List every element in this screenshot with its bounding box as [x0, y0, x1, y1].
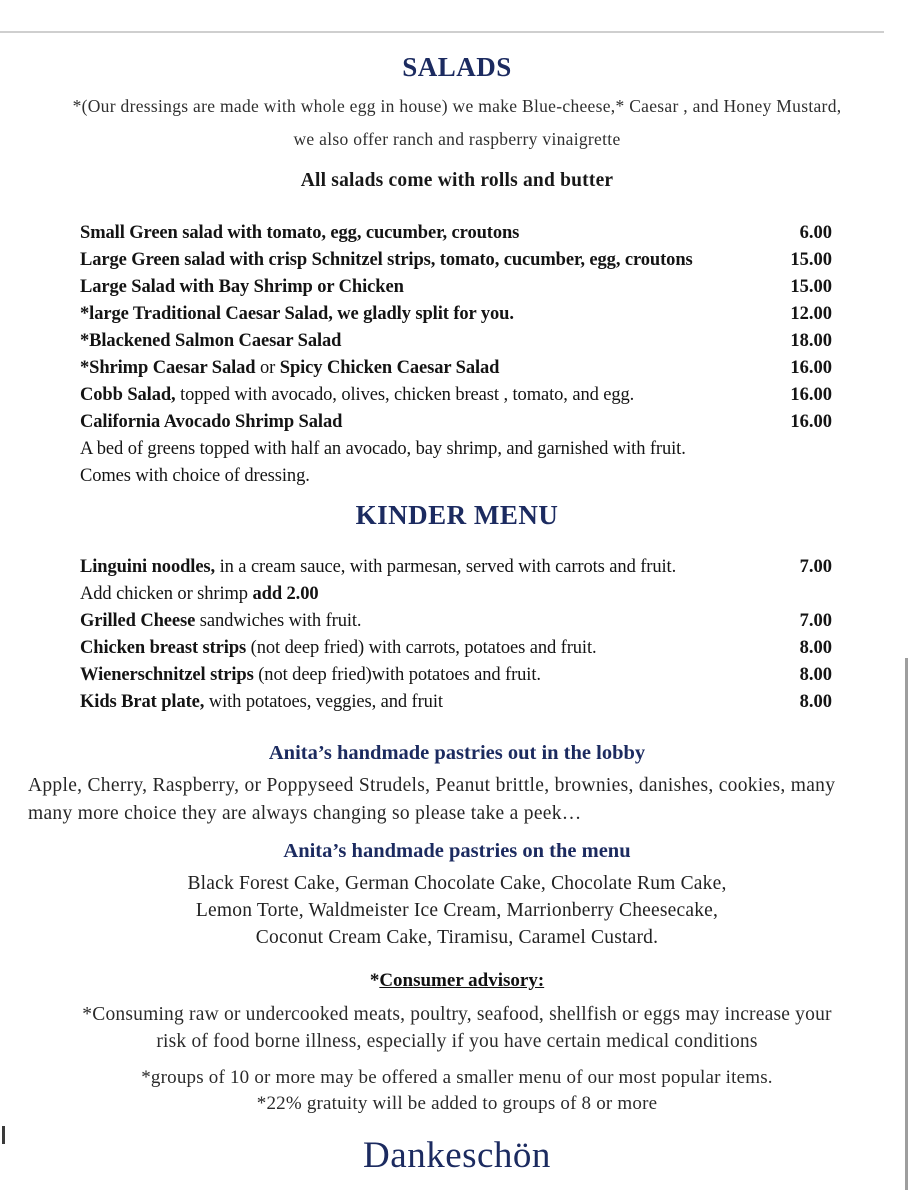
thank-you-text: Dankeschön	[363, 1135, 551, 1176]
pastries-menu-line-2: Lemon Torte, Waldmeister Ice Cream, Marrionberry Cheesecake,	[195, 900, 719, 921]
pastries-menu-heading: Anita’s handmade pastries on the menu	[283, 840, 631, 862]
pastries-menu-list	[0, 870, 914, 951]
pastries-lobby-line-1: Apple, Cherry, Raspberry, or Poppyseed Strudels, Peanut brittle, brownies, danishes, cookies, many	[28, 775, 836, 796]
menu-item-row	[80, 355, 832, 382]
menu-item-row	[80, 608, 832, 635]
menu-item-price: 12.00	[790, 304, 832, 324]
top-rule-divider	[0, 31, 884, 33]
menu-item-row	[80, 328, 832, 355]
menu-item-price: 16.00	[790, 358, 832, 378]
menu-item-price: 7.00	[799, 557, 832, 577]
menu-item-text: Wienerschnitzel strips (not deep fried)with potatoes and fruit.	[80, 665, 541, 685]
menu-item-row	[80, 662, 832, 689]
advisory-line-2: risk of food borne illness, especially if you have certain medical conditions	[156, 1031, 758, 1052]
pastries-lobby-heading: Anita’s handmade pastries out in the lobby	[268, 742, 646, 764]
salads-item-list	[80, 220, 832, 490]
dressings-note-line-2: we also offer ranch and raspberry vinaigrette	[293, 129, 621, 149]
menu-item-price: 15.00	[790, 250, 832, 270]
salads-subtitle: All salads come with rolls and butter	[300, 170, 614, 191]
menu-item-text: Large Salad with Bay Shrimp or Chicken	[80, 277, 404, 297]
advisory-asterisk: *	[369, 970, 380, 991]
consumer-advisory-heading	[0, 969, 914, 993]
menu-item-text: *large Traditional Caesar Salad, we gladly split for you.	[80, 304, 514, 324]
menu-item-price: 8.00	[799, 665, 832, 685]
right-edge-scan-line	[905, 658, 908, 1190]
pastries-menu-line-1: Black Forest Cake, German Chocolate Cake, Chocolate Rum Cake,	[187, 873, 727, 894]
menu-item-price: 16.00	[790, 385, 832, 405]
menu-item-row	[80, 436, 832, 463]
left-edge-scan-mark	[2, 1126, 5, 1144]
menu-item-row	[80, 220, 832, 247]
menu-item-price: 16.00	[790, 412, 832, 432]
menu-item-text: Linguini noodles, in a cream sauce, with parmesan, served with carrots and fruit.	[80, 557, 677, 577]
salads-section-title: SALADS	[402, 52, 512, 82]
menu-item-row	[80, 247, 832, 274]
menu-item-text: Large Green salad with crisp Schnitzel strips, tomato, cucumber, egg, croutons	[80, 250, 693, 270]
menu-item-text: Chicken breast strips (not deep fried) with carrots, potatoes and fruit.	[80, 638, 597, 658]
menu-item-text: Grilled Cheese sandwiches with fruit.	[80, 611, 362, 631]
pastries-lobby-paragraph	[0, 772, 914, 828]
menu-item-text: Kids Brat plate, with potatoes, veggies, and fruit	[80, 692, 443, 712]
menu-item-row	[80, 301, 832, 328]
menu-item-text: Cobb Salad, topped with avocado, olives, chicken breast , tomato, and egg.	[80, 385, 635, 405]
consumer-advisory-text	[0, 1001, 914, 1055]
menu-item-text: A bed of greens topped with half an avocado, bay shrimp, and garnished with fruit.	[80, 439, 686, 459]
menu-item-row	[80, 581, 832, 608]
advisory-line-1: *Consuming raw or undercooked meats, poultry, seafood, shellfish or eggs may increase your	[82, 1004, 832, 1025]
menu-item-text: Comes with choice of dressing.	[80, 466, 310, 486]
gratuity-note: *22% gratuity will be added to groups of 8 or more	[256, 1093, 658, 1114]
menu-item-text: *Blackened Salmon Caesar Salad	[80, 331, 342, 351]
menu-item-row	[80, 635, 832, 662]
menu-item-row	[80, 382, 832, 409]
menu-item-text: Add chicken or shrimp add 2.00	[80, 584, 319, 604]
menu-item-text: *Shrimp Caesar Salad or Spicy Chicken Caesar Salad	[80, 358, 500, 378]
menu-item-price: 15.00	[790, 277, 832, 297]
advisory-title: Consumer advisory:	[379, 970, 545, 991]
pastries-menu-line-3: Coconut Cream Cake, Tiramisu, Caramel Custard.	[255, 927, 659, 948]
menu-item-text: Small Green salad with tomato, egg, cucumber, croutons	[80, 223, 520, 243]
kinder-section-title: KINDER MENU	[355, 500, 559, 530]
menu-item-text: California Avocado Shrimp Salad	[80, 412, 343, 432]
menu-item-row	[80, 409, 832, 436]
menu-item-price: 7.00	[799, 611, 832, 631]
menu-item-row	[80, 274, 832, 301]
menu-item-row	[80, 463, 832, 490]
dressings-note-line-1: *(Our dressings are made with whole egg in house) we make Blue-cheese,* Caesar , and Honey Mustard,	[72, 96, 842, 116]
groups-note: *groups of 10 or more may be offered a smaller menu of our most popular items.	[141, 1067, 773, 1088]
menu-item-price: 18.00	[790, 331, 832, 351]
menu-item-row	[80, 689, 832, 716]
pastries-lobby-line-2: many more choice they are always changing so please take a peek…	[28, 803, 582, 824]
menu-item-price: 8.00	[799, 638, 832, 658]
menu-item-price: 6.00	[799, 223, 832, 243]
menu-item-price: 8.00	[799, 692, 832, 712]
menu-item-row	[80, 554, 832, 581]
kinder-item-list	[80, 554, 832, 716]
